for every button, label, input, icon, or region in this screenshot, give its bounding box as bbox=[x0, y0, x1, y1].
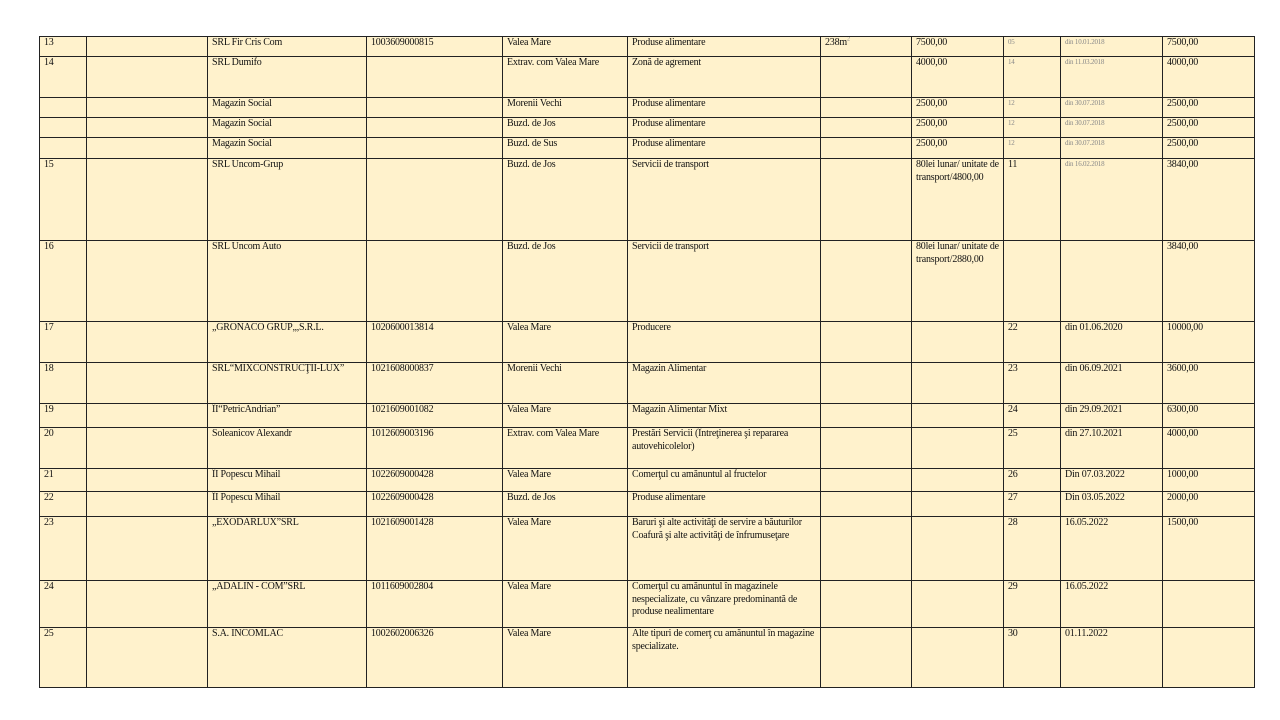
contract-number-cell: 14 bbox=[1004, 57, 1061, 98]
row-number-cell: 17 bbox=[40, 322, 87, 363]
row-number-cell: 19 bbox=[40, 404, 87, 428]
area-cell bbox=[821, 57, 912, 98]
fiscal-code-cell bbox=[367, 98, 503, 118]
area-cell bbox=[821, 428, 912, 469]
fiscal-code-cell: 1021609001428 bbox=[367, 517, 503, 581]
fiscal-code-cell: 1012609003196 bbox=[367, 428, 503, 469]
locality-cell: Valea Mare bbox=[503, 469, 628, 492]
row-number-cell bbox=[40, 118, 87, 138]
blank-cell bbox=[87, 57, 208, 98]
sum-cell: 4000,00 bbox=[912, 57, 1004, 98]
sum-cell bbox=[912, 517, 1004, 581]
blank-cell bbox=[87, 138, 208, 159]
table-row bbox=[40, 138, 1255, 159]
company-name-cell: SRL Uncom-Grup bbox=[208, 159, 367, 241]
sum-cell bbox=[912, 492, 1004, 517]
blank-cell bbox=[87, 159, 208, 241]
locality-cell: Buzd. de Jos bbox=[503, 492, 628, 517]
company-name-cell: ÎI“PetricAndrian” bbox=[208, 404, 367, 428]
superscript-unit: 2 bbox=[846, 36, 850, 43]
locality-cell: Buzd. de Jos bbox=[503, 159, 628, 241]
contract-number-cell: 12 bbox=[1004, 98, 1061, 118]
company-name-cell: SRL Uncom Auto bbox=[208, 241, 367, 322]
activity-cell: Magazin Alimentar Mixt bbox=[628, 404, 821, 428]
table-row bbox=[40, 492, 1255, 517]
row-number-cell: 23 bbox=[40, 517, 87, 581]
fiscal-code-cell bbox=[367, 118, 503, 138]
blank-cell bbox=[87, 428, 208, 469]
company-name-cell: Magazin Social bbox=[208, 138, 367, 159]
contract-date-cell: Din 07.03.2022 bbox=[1061, 469, 1163, 492]
blank-cell bbox=[87, 404, 208, 428]
contract-number-cell: 27 bbox=[1004, 492, 1061, 517]
fiscal-code-cell: 1021609001082 bbox=[367, 404, 503, 428]
fiscal-code-cell bbox=[367, 138, 503, 159]
total-cell: 2000,00 bbox=[1163, 492, 1255, 517]
table-row bbox=[40, 37, 1255, 57]
locality-cell: Valea Mare bbox=[503, 628, 628, 688]
row-number-cell: 14 bbox=[40, 57, 87, 98]
blank-cell bbox=[87, 322, 208, 363]
area-cell bbox=[821, 159, 912, 241]
locality-cell: Morenii Vechi bbox=[503, 98, 628, 118]
company-name-cell: „GRONACO GRUP„,S.R.L. bbox=[208, 322, 367, 363]
activity-cell: Alte tipuri de comerţ cu amănuntul în magazine specializate. bbox=[628, 628, 821, 688]
fiscal-code-cell: 1003609000815 bbox=[367, 37, 503, 57]
company-name-cell: ÎI Popescu Mihail bbox=[208, 469, 367, 492]
sum-cell: 2500,00 bbox=[912, 138, 1004, 159]
company-name-cell: SRL Fir Cris Com bbox=[208, 37, 367, 57]
contract-date-cell: din 16.02.2018 bbox=[1061, 159, 1163, 241]
fiscal-code-cell: 1011609002804 bbox=[367, 581, 503, 628]
total-cell: 3840,00 bbox=[1163, 241, 1255, 322]
total-cell bbox=[1163, 628, 1255, 688]
row-number-cell: 16 bbox=[40, 241, 87, 322]
fiscal-code-cell: 1022609000428 bbox=[367, 492, 503, 517]
sum-cell bbox=[912, 404, 1004, 428]
sum-cell: 80lei lunar/ unitate de transport/2880,00 bbox=[912, 241, 1004, 322]
total-cell: 1000,00 bbox=[1163, 469, 1255, 492]
contract-number-cell: 28 bbox=[1004, 517, 1061, 581]
sum-cell: 2500,00 bbox=[912, 98, 1004, 118]
locality-cell: Buzd. de Jos bbox=[503, 241, 628, 322]
total-cell: 1500,00 bbox=[1163, 517, 1255, 581]
total-cell: 2500,00 bbox=[1163, 118, 1255, 138]
activity-cell: Produse alimentare bbox=[628, 118, 821, 138]
table-row bbox=[40, 118, 1255, 138]
company-name-cell: ÎI Popescu Mihail bbox=[208, 492, 367, 517]
activity-cell: Servicii de transport bbox=[628, 241, 821, 322]
contract-date-cell: din 30.07.2018 bbox=[1061, 118, 1163, 138]
contract-number-cell: 22 bbox=[1004, 322, 1061, 363]
blank-cell bbox=[87, 517, 208, 581]
contract-number-cell: 23 bbox=[1004, 363, 1061, 404]
sum-cell: 80lei lunar/ unitate de transport/4800,00 bbox=[912, 159, 1004, 241]
table-row bbox=[40, 517, 1255, 581]
area-cell: $238m^2$ bbox=[821, 37, 912, 57]
area-cell bbox=[821, 363, 912, 404]
company-name-cell: Magazin Social bbox=[208, 98, 367, 118]
total-cell bbox=[1163, 581, 1255, 628]
total-cell: 3840,00 bbox=[1163, 159, 1255, 241]
contract-date-cell: 16.05.2022 bbox=[1061, 517, 1163, 581]
activity-cell: Zonă de agrement bbox=[628, 57, 821, 98]
company-name-cell: SRL Dumifo bbox=[208, 57, 367, 98]
locality-cell: Buzd. de Jos bbox=[503, 118, 628, 138]
registry-table bbox=[39, 36, 1255, 688]
locality-cell: Valea Mare bbox=[503, 404, 628, 428]
company-name-cell: S.A. INCOMLAC bbox=[208, 628, 367, 688]
table-row bbox=[40, 581, 1255, 628]
contract-date-cell: din 27.10.2021 bbox=[1061, 428, 1163, 469]
row-number-cell: 24 bbox=[40, 581, 87, 628]
sum-cell bbox=[912, 628, 1004, 688]
company-name-cell: „ADALIN - COM”SRL bbox=[208, 581, 367, 628]
area-cell bbox=[821, 98, 912, 118]
locality-cell: Morenii Vechi bbox=[503, 363, 628, 404]
fiscal-code-cell: 1021608000837 bbox=[367, 363, 503, 404]
table-row bbox=[40, 404, 1255, 428]
locality-cell: Extrav. com Valea Mare bbox=[503, 57, 628, 98]
sum-cell: 7500,00 bbox=[912, 37, 1004, 57]
fiscal-code-cell bbox=[367, 159, 503, 241]
sum-cell bbox=[912, 363, 1004, 404]
fiscal-code-cell: 1020600013814 bbox=[367, 322, 503, 363]
locality-cell: Valea Mare bbox=[503, 322, 628, 363]
sum-cell bbox=[912, 428, 1004, 469]
contract-date-cell: 16.05.2022 bbox=[1061, 581, 1163, 628]
contract-date-cell: din 11.03.2018 bbox=[1061, 57, 1163, 98]
total-cell: 4000,00 bbox=[1163, 57, 1255, 98]
company-name-cell: Magazin Social bbox=[208, 118, 367, 138]
activity-cell: Magazin Alimentar bbox=[628, 363, 821, 404]
locality-cell: Extrav. com Valea Mare bbox=[503, 428, 628, 469]
activity-cell: Prestări Servicii (Întreţinerea şi repararea autovehicolelor) bbox=[628, 428, 821, 469]
activity-cell: Baruri şi alte activităţi de servire a băuturilor Coafură şi alte activităţi de înfrumuseţare bbox=[628, 517, 821, 581]
area-cell bbox=[821, 138, 912, 159]
locality-cell: Valea Mare bbox=[503, 581, 628, 628]
sum-cell: 2500,00 bbox=[912, 118, 1004, 138]
table-row bbox=[40, 363, 1255, 404]
total-cell: 4000,00 bbox=[1163, 428, 1255, 469]
contract-number-cell: 25 bbox=[1004, 428, 1061, 469]
total-cell: 2500,00 bbox=[1163, 98, 1255, 118]
activity-cell: Servicii de transport bbox=[628, 159, 821, 241]
locality-cell: Buzd. de Sus bbox=[503, 138, 628, 159]
table-row bbox=[40, 469, 1255, 492]
contract-number-cell: 30 bbox=[1004, 628, 1061, 688]
contract-number-cell: 11 bbox=[1004, 159, 1061, 241]
activity-cell: Produse alimentare bbox=[628, 138, 821, 159]
contract-date-cell: din 29.09.2021 bbox=[1061, 404, 1163, 428]
blank-cell bbox=[87, 98, 208, 118]
row-number-cell: 18 bbox=[40, 363, 87, 404]
blank-cell bbox=[87, 492, 208, 517]
row-number-cell: 22 bbox=[40, 492, 87, 517]
row-number-cell: 13 bbox=[40, 37, 87, 57]
total-cell: 7500,00 bbox=[1163, 37, 1255, 57]
total-cell: 10000,00 bbox=[1163, 322, 1255, 363]
table-body bbox=[40, 37, 1255, 688]
contract-date-cell: 01.11.2022 bbox=[1061, 628, 1163, 688]
contract-number-cell: 29 bbox=[1004, 581, 1061, 628]
contract-date-cell bbox=[1061, 241, 1163, 322]
contract-date-cell: din 30.07.2018 bbox=[1061, 138, 1163, 159]
table-row bbox=[40, 241, 1255, 322]
blank-cell bbox=[87, 241, 208, 322]
company-name-cell: „EXODARLUX”SRL bbox=[208, 517, 367, 581]
fiscal-code-cell: 1002602006326 bbox=[367, 628, 503, 688]
contract-date-cell: din 01.06.2020 bbox=[1061, 322, 1163, 363]
row-number-cell: 20 bbox=[40, 428, 87, 469]
table-row bbox=[40, 628, 1255, 688]
fiscal-code-cell bbox=[367, 241, 503, 322]
sum-cell bbox=[912, 581, 1004, 628]
contract-number-cell: 24 bbox=[1004, 404, 1061, 428]
row-number-cell: 15 bbox=[40, 159, 87, 241]
area-cell bbox=[821, 469, 912, 492]
table-row bbox=[40, 57, 1255, 98]
area-cell bbox=[821, 118, 912, 138]
area-cell bbox=[821, 517, 912, 581]
activity-cell: Produse alimentare bbox=[628, 98, 821, 118]
fiscal-code-cell: 1022609000428 bbox=[367, 469, 503, 492]
row-number-cell bbox=[40, 98, 87, 118]
area-cell bbox=[821, 581, 912, 628]
table-row bbox=[40, 322, 1255, 363]
locality-cell: Valea Mare bbox=[503, 37, 628, 57]
sum-cell bbox=[912, 322, 1004, 363]
area-cell bbox=[821, 492, 912, 517]
contract-number-cell bbox=[1004, 241, 1061, 322]
contract-date-cell: Din 03.05.2022 bbox=[1061, 492, 1163, 517]
table-row bbox=[40, 159, 1255, 241]
total-cell: 2500,00 bbox=[1163, 138, 1255, 159]
total-cell: 3600,00 bbox=[1163, 363, 1255, 404]
area-cell bbox=[821, 628, 912, 688]
activity-cell: Produse alimentare bbox=[628, 492, 821, 517]
blank-cell bbox=[87, 118, 208, 138]
blank-cell bbox=[87, 363, 208, 404]
area-cell bbox=[821, 322, 912, 363]
blank-cell bbox=[87, 469, 208, 492]
sum-cell bbox=[912, 469, 1004, 492]
contract-date-cell: din 06.09.2021 bbox=[1061, 363, 1163, 404]
table-row bbox=[40, 98, 1255, 118]
fiscal-code-cell bbox=[367, 57, 503, 98]
blank-cell bbox=[87, 628, 208, 688]
area-cell bbox=[821, 241, 912, 322]
company-name-cell: Soleanicov Alexandr bbox=[208, 428, 367, 469]
blank-cell bbox=[87, 37, 208, 57]
activity-cell: Comerţul cu amănuntul în magazinele nespecializate, cu vânzare predominantă de produse nealimentare bbox=[628, 581, 821, 628]
locality-cell: Valea Mare bbox=[503, 517, 628, 581]
contract-date-cell: din 10.01.2018 bbox=[1061, 37, 1163, 57]
total-cell: 6300,00 bbox=[1163, 404, 1255, 428]
row-number-cell: 21 bbox=[40, 469, 87, 492]
area-cell bbox=[821, 404, 912, 428]
contract-number-cell: 12 bbox=[1004, 138, 1061, 159]
activity-cell: Produse alimentare bbox=[628, 37, 821, 57]
contract-number-cell: 12 bbox=[1004, 118, 1061, 138]
row-number-cell: 25 bbox=[40, 628, 87, 688]
table-row bbox=[40, 428, 1255, 469]
company-name-cell: SRL“MIXCONSTRUCŢII-LUX” bbox=[208, 363, 367, 404]
activity-cell: Producere bbox=[628, 322, 821, 363]
contract-number-cell: 05 bbox=[1004, 37, 1061, 57]
contract-date-cell: din 30.07.2018 bbox=[1061, 98, 1163, 118]
contract-number-cell: 26 bbox=[1004, 469, 1061, 492]
blank-cell bbox=[87, 581, 208, 628]
row-number-cell bbox=[40, 138, 87, 159]
activity-cell: Comerţul cu amănuntul al fructelor bbox=[628, 469, 821, 492]
